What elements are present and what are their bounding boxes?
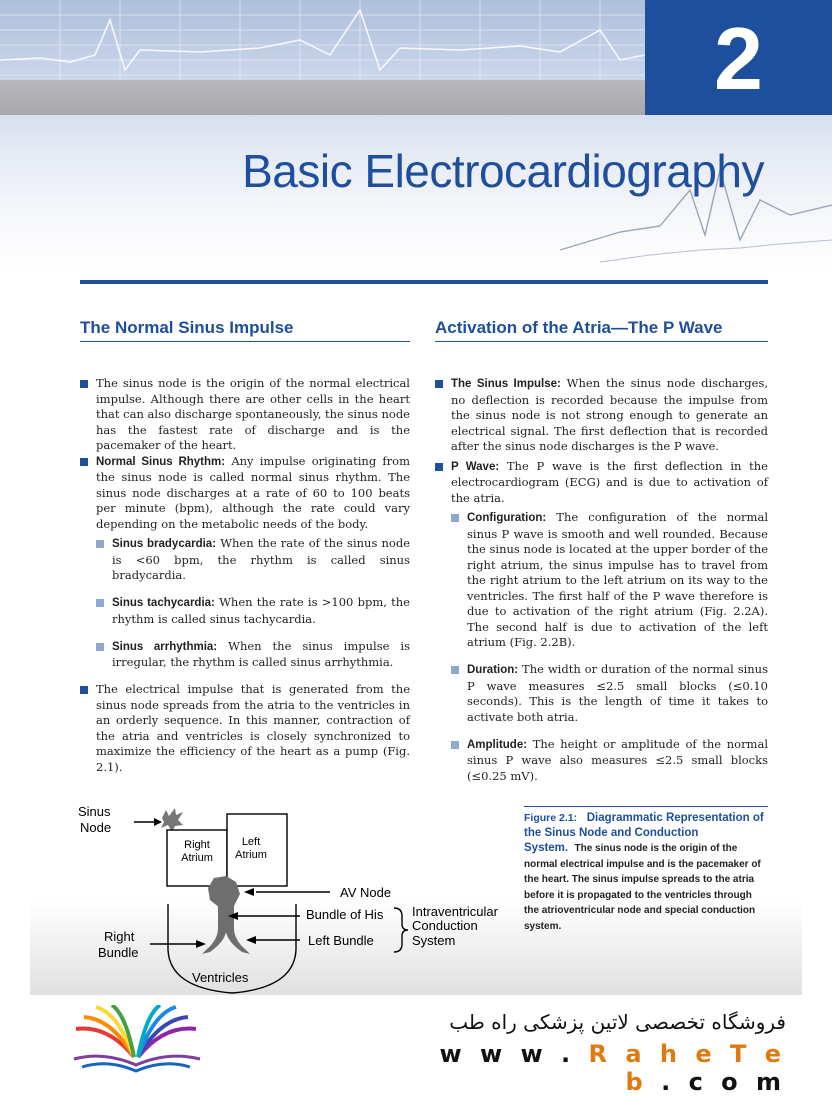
item-text: The width or duration of the normal sinus P wave measures ≤2.5 small blocks (≤0.10 seconds). This is the length of time it takes to activate both atria.: [467, 662, 768, 724]
bundle-branches-shape: [202, 906, 250, 954]
url-prefix: w w w .: [439, 1040, 589, 1068]
sub-bullet-icon: [96, 599, 104, 607]
book-logo-icon: [68, 1005, 208, 1075]
caption-body: The sinus node is the origin of the normal electrical impulse and is the pacemaker of the heart. The sinus impulse spreads to the atria before it is propagated to the ventricles through the atrioventricular node and special conduction system.: [524, 843, 761, 932]
label-left-bundle: Left Bundle: [308, 933, 374, 948]
conduction-brace: [394, 908, 408, 952]
chapter-gray-band: [0, 80, 645, 115]
left-column: [80, 318, 410, 775]
item-label: Sinus bradycardia:: [112, 538, 217, 550]
bullet-icon: [80, 458, 88, 466]
label-sinus-2: Node: [80, 820, 112, 835]
footer-store-name: فروشگاه تخصصی لاتین پزشکی راه طب: [449, 1010, 786, 1034]
sub-list-item: [96, 595, 410, 627]
sub-bullet-icon: [451, 741, 459, 749]
label-ivc-3: System: [412, 933, 456, 948]
bullet-icon: [435, 463, 443, 471]
item-label: Sinus arrhythmia:: [112, 640, 218, 653]
list-item: [80, 682, 410, 775]
label-right-bundle-1: Right: [104, 929, 135, 944]
section-heading-sinus-impulse: The Normal Sinus Impulse: [80, 318, 410, 342]
item-label: Duration:: [467, 664, 519, 676]
right-bundle-arrow: [196, 940, 206, 948]
right-column: [435, 318, 768, 796]
bullet-icon: [435, 380, 443, 388]
item-text: The P wave is the first deflection in the electrocardiogram (ECG) and is due to activation of the atria.: [451, 458, 768, 505]
sub-list-item: [96, 639, 410, 671]
chapter-banner: [0, 0, 832, 270]
item-label: The Sinus Impulse:: [451, 378, 561, 390]
label-bundle-his: Bundle of His: [306, 907, 384, 922]
label-ivc-1: Intraventricular: [412, 904, 498, 919]
label-ventricles: Ventricles: [192, 970, 249, 985]
label-left-atrium-2: Atrium: [235, 849, 267, 861]
url-suffix: . c o m: [647, 1068, 786, 1096]
sub-bullet-icon: [96, 540, 104, 548]
bullet-icon: [80, 686, 88, 694]
label-left-atrium-1: Left: [241, 836, 261, 848]
bullet-icon: [80, 380, 88, 388]
sub-list-item: [451, 737, 768, 785]
caption-title: [524, 811, 768, 934]
chapter-title: Basic Electrocardiography: [242, 145, 764, 197]
item-text: The height or amplitude of the normal sinus P wave also measures ≤2.5 small blocks (≤0.25 mV).: [467, 736, 768, 783]
sub-list-item: [96, 536, 410, 584]
url-brand: R a h e T e b: [588, 1040, 786, 1096]
figure-caption: [524, 806, 768, 934]
caption-figure-number: Figure 2.1:: [524, 812, 578, 824]
sub-bullet-icon: [451, 666, 459, 674]
chapter-number: 2: [714, 9, 763, 108]
sub-list-item: [451, 662, 768, 725]
list-item: [80, 376, 410, 454]
item-text: The sinus node is the origin of the normal electrical impulse. Although there are other cells in the heart that can also discharge spontaneously, the sinus node has the fastest rate of discharge and is the pacemaker of the heart.: [96, 376, 410, 452]
label-right-bundle-2: Bundle: [98, 945, 139, 960]
item-text: When the sinus impulse is irregular, the rhythm is called sinus arrhythmia.: [112, 638, 410, 669]
title-divider: [80, 280, 768, 284]
item-text: When the rate is >100 bpm, the rhythm is called sinus tachycardia.: [112, 595, 410, 626]
section-heading-p-wave: Activation of the Atria—The P Wave: [435, 318, 768, 342]
left-bundle-arrow: [246, 936, 256, 944]
item-text: When the rate of the sinus node is <60 bpm, the rhythm is called sinus bradycardia.: [112, 536, 410, 582]
conduction-system-diagram: [60, 800, 520, 995]
item-label: Amplitude:: [467, 738, 528, 751]
item-label: Sinus tachycardia:: [112, 597, 215, 609]
av-node-arrow: [244, 888, 254, 896]
item-text: When the sinus node discharges, no deflection is recorded because the impulse from the sinus node is not strong enough to generate an electrical signal. The first deflection that is recorded after the sinus node discharges is the P wave.: [451, 376, 768, 453]
sub-bullet-icon: [96, 643, 104, 651]
sub-list-item: [451, 510, 768, 651]
item-text: The electrical impulse that is generated from the sinus node spreads from the atria to the ventricles in an orderly sequence. In this manner, contraction of the atria and ventricles is closely synchronized to maximize the efficiency of the heart as a pump (Fig. 2.1).: [96, 682, 410, 774]
caption-rule: [524, 806, 768, 807]
sinus-pointer-arrow: [154, 818, 162, 826]
item-label: Normal Sinus Rhythm:: [96, 455, 226, 468]
item-text: Any impulse originating from the sinus node is called normal sinus rhythm. The sinus node discharges at a rate of 60 to 100 beats per minute (bpm), although the rate could vary depending on the metabolic needs of the body.: [96, 453, 410, 531]
item-text: The configuration of the normal sinus P wave is smooth and well rounded. Because the sinus node is located at the upper border of the right atrium, the sinus impulse has to travel from the right atrium to the left atrium on its way to the ventricles. The first half of the P wave therefore is due to activation of the right atrium (Fig. 2.2A). The second half is due to activation of the left atrium (Fig. 2.2B).: [467, 510, 768, 649]
list-item: [435, 376, 768, 455]
caption-heading: Diagrammatic Representation of the Sinus Node and Conduction System.: [524, 812, 764, 854]
sub-bullet-icon: [451, 514, 459, 522]
item-label: P Wave:: [451, 460, 500, 473]
label-right-atrium-1: Right: [184, 839, 210, 851]
label-right-atrium-2: Atrium: [181, 852, 213, 864]
label-av-node: AV Node: [340, 885, 392, 900]
sinus-node-shape: [161, 808, 183, 832]
footer-url[interactable]: [420, 1040, 786, 1096]
label-sinus-1: Sinus: [78, 804, 111, 819]
label-ivc-2: Conduction: [412, 918, 478, 933]
list-item: [80, 454, 410, 533]
item-label: Configuration:: [467, 512, 547, 524]
list-item: [435, 459, 768, 507]
